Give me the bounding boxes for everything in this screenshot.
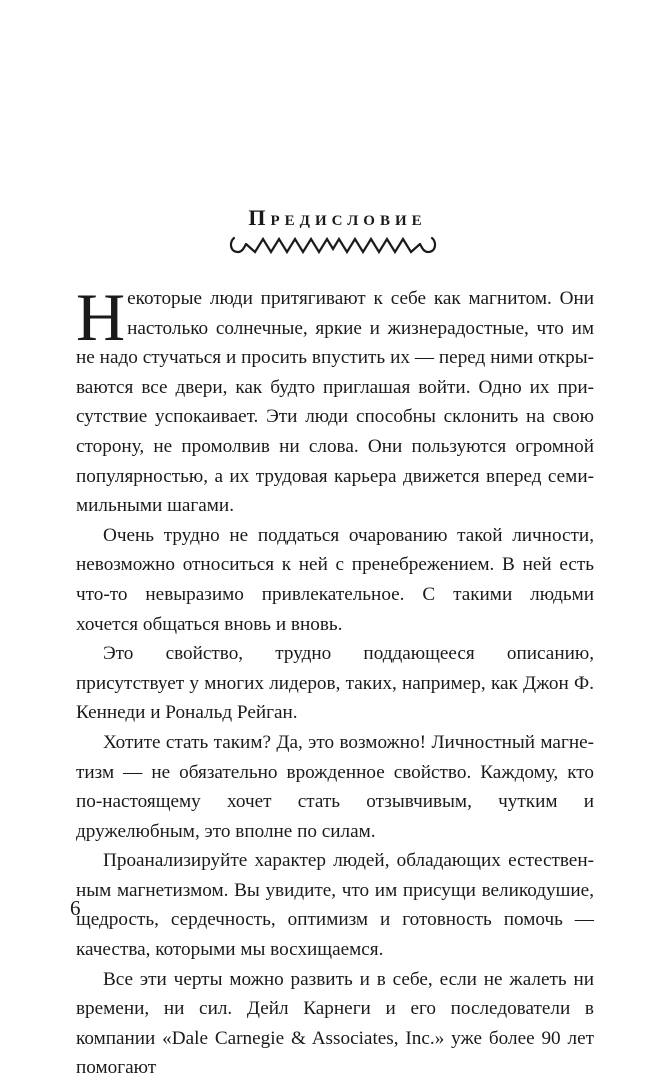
paragraph-text: екоторые люди притягивают к себе как магнитом. Они настолько солнечные, яркие и жизнерадостные, что им не надо стучаться и просить впустить их — перед ними открываются все двери, как будто приглашая войти. Одно их присутствие успокаивает. Эти люди способны склонить на свою сторону, не промолвив ни слова. Они пользуются огромной популярностью, а их трудовая карьера движется вперед семимильными шагами. — [76, 288, 594, 517]
chapter-heading — [0, 205, 667, 231]
paragraph: Проанализируйте характер людей, обладающих естественным магнетизмом. Вы увидите, что им присущи великодушие, щедрость, сердечность, оптимизм и готовность помочь — качества, которыми мы восхищаемся. — [76, 850, 594, 961]
chapter-title: Предисловие — [248, 205, 427, 230]
paragraph: Это свойство, трудно поддающееся описанию, присутствует у многих лидеров, таких, например, как Джон Ф. Кеннеди и Рональд Рейган. — [76, 643, 594, 724]
paragraph: Все эти черты можно развить и в себе, если не жалеть ни времени, ни сил. Дейл Карнеги и его последователи в компании «Dale Carnegie & Associates, Inc.» уже более 90 лет помогают — [76, 968, 594, 1079]
paragraph: Хотите стать таким? Да, это возможно! Личностный магнетизм — не обязательно врожденное свойство. Каждому, кто по-настоящему хочет стать отзывчивым, чутким и дружелюбным, это вполне по силам. — [76, 731, 594, 842]
body-text — [76, 279, 594, 1083]
drop-cap: Н — [76, 279, 126, 355]
page-number: 6 — [70, 896, 81, 920]
paragraph — [76, 279, 594, 521]
wavy-flourish-ornament-icon — [228, 232, 438, 258]
paragraph: Очень трудно не поддаться очарованию такой личности, невозможно относиться к ней с пренебрежением. В ней есть что-то невыразимо привлекательное. С такими людьми хочется общаться вновь и вновь. — [76, 524, 594, 635]
